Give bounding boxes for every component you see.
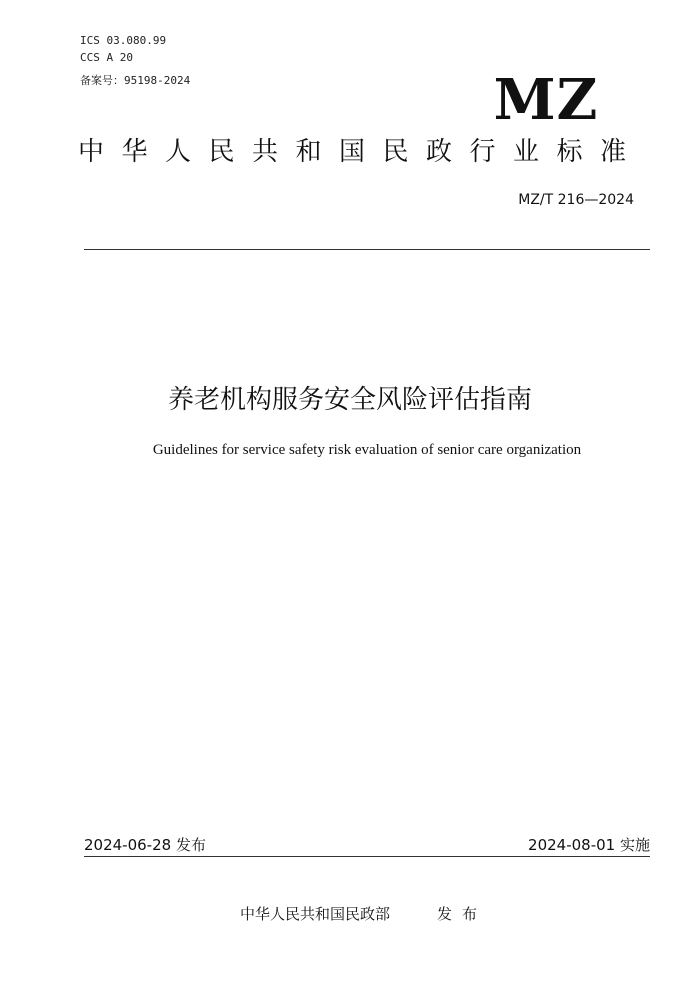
industry-standard-heading: 中华人民共和国民政行业标准: [78, 137, 644, 167]
standard-code: MZ/T 216—2024: [518, 192, 634, 208]
effective-date: 2024-08-01 实施: [528, 836, 650, 854]
publish-label: 发布: [437, 905, 488, 923]
mz-logo: MZ: [493, 67, 599, 133]
filing-number: 备案号：95198-2024: [80, 74, 191, 87]
document-title-chinese: 养老机构服务安全风险评估指南: [167, 385, 532, 415]
bottom-divider: [84, 856, 650, 857]
ics-code: ICS 03.080.99: [80, 34, 167, 47]
top-divider: [84, 249, 650, 250]
publish-date: 2024-06-28 发布: [84, 836, 206, 854]
document-title-english: Guidelines for service safety risk evaluation of senior care organization: [152, 442, 582, 458]
ccs-code: CCS A 20: [80, 51, 133, 64]
publisher-name: 中华人民共和国民政部: [240, 905, 391, 923]
